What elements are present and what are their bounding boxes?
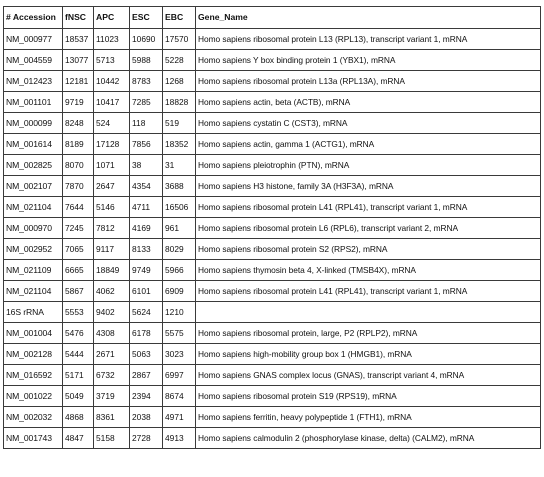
accession-cell: NM_000977 bbox=[4, 29, 63, 50]
apc-cell: 2647 bbox=[94, 176, 130, 197]
apc-cell: 11023 bbox=[94, 29, 130, 50]
apc-cell: 2671 bbox=[94, 344, 130, 365]
header-fnsc: fNSC bbox=[63, 7, 94, 29]
esc-cell: 9749 bbox=[130, 260, 163, 281]
gene-name-cell: Homo sapiens ribosomal protein, large, P2 (RPLP2), mRNA bbox=[196, 323, 541, 344]
accession-cell: NM_004559 bbox=[4, 50, 63, 71]
apc-cell: 4308 bbox=[94, 323, 130, 344]
ebc-cell: 8029 bbox=[163, 239, 196, 260]
esc-cell: 6101 bbox=[130, 281, 163, 302]
apc-cell: 10417 bbox=[94, 92, 130, 113]
apc-cell: 6732 bbox=[94, 365, 130, 386]
ebc-cell: 3688 bbox=[163, 176, 196, 197]
header-apc: APC bbox=[94, 7, 130, 29]
accession-cell: NM_002825 bbox=[4, 155, 63, 176]
table-container bbox=[3, 6, 540, 449]
gene-name-cell bbox=[196, 302, 541, 323]
fnsc-cell: 7065 bbox=[63, 239, 94, 260]
ebc-cell: 4971 bbox=[163, 407, 196, 428]
table-row bbox=[4, 218, 541, 239]
ebc-cell: 3023 bbox=[163, 344, 196, 365]
apc-cell: 3719 bbox=[94, 386, 130, 407]
esc-cell: 2038 bbox=[130, 407, 163, 428]
accession-cell: NM_016592 bbox=[4, 365, 63, 386]
ebc-cell: 6997 bbox=[163, 365, 196, 386]
esc-cell: 4711 bbox=[130, 197, 163, 218]
esc-cell: 8133 bbox=[130, 239, 163, 260]
ebc-cell: 5575 bbox=[163, 323, 196, 344]
fnsc-cell: 4847 bbox=[63, 428, 94, 449]
apc-cell: 9117 bbox=[94, 239, 130, 260]
header-gene-name: Gene_Name bbox=[196, 7, 541, 29]
table-row bbox=[4, 428, 541, 449]
fnsc-cell: 13077 bbox=[63, 50, 94, 71]
apc-cell: 5158 bbox=[94, 428, 130, 449]
apc-cell: 5146 bbox=[94, 197, 130, 218]
table-row bbox=[4, 50, 541, 71]
table-row bbox=[4, 29, 541, 50]
table-row bbox=[4, 260, 541, 281]
esc-cell: 4354 bbox=[130, 176, 163, 197]
table-row bbox=[4, 323, 541, 344]
gene-name-cell: Homo sapiens cystatin C (CST3), mRNA bbox=[196, 113, 541, 134]
apc-cell: 17128 bbox=[94, 134, 130, 155]
ebc-cell: 18828 bbox=[163, 92, 196, 113]
gene-name-cell: Homo sapiens ribosomal protein S19 (RPS19), mRNA bbox=[196, 386, 541, 407]
gene-name-cell: Homo sapiens ribosomal protein L13 (RPL13), transcript variant 1, mRNA bbox=[196, 29, 541, 50]
gene-name-cell: Homo sapiens ribosomal protein L41 (RPL41), transcript variant 1, mRNA bbox=[196, 197, 541, 218]
esc-cell: 8783 bbox=[130, 71, 163, 92]
gene-name-cell: Homo sapiens high-mobility group box 1 (HMGB1), mRNA bbox=[196, 344, 541, 365]
table-row bbox=[4, 176, 541, 197]
fnsc-cell: 7245 bbox=[63, 218, 94, 239]
gene-name-cell: Homo sapiens calmodulin 2 (phosphorylase kinase, delta) (CALM2), mRNA bbox=[196, 428, 541, 449]
gene-name-cell: Homo sapiens ferritin, heavy polypeptide 1 (FTH1), mRNA bbox=[196, 407, 541, 428]
esc-cell: 5988 bbox=[130, 50, 163, 71]
esc-cell: 10690 bbox=[130, 29, 163, 50]
gene-name-cell: Homo sapiens ribosomal protein L13a (RPL13A), mRNA bbox=[196, 71, 541, 92]
esc-cell: 2867 bbox=[130, 365, 163, 386]
ebc-cell: 31 bbox=[163, 155, 196, 176]
esc-cell: 5624 bbox=[130, 302, 163, 323]
fnsc-cell: 8070 bbox=[63, 155, 94, 176]
gene-name-cell: Homo sapiens GNAS complex locus (GNAS), transcript variant 4, mRNA bbox=[196, 365, 541, 386]
accession-cell: NM_002107 bbox=[4, 176, 63, 197]
gene-name-cell: Homo sapiens actin, beta (ACTB), mRNA bbox=[196, 92, 541, 113]
table-row bbox=[4, 281, 541, 302]
ebc-cell: 961 bbox=[163, 218, 196, 239]
accession-cell: NM_001101 bbox=[4, 92, 63, 113]
table-body bbox=[4, 29, 541, 449]
ebc-cell: 5228 bbox=[163, 50, 196, 71]
header-row bbox=[4, 7, 541, 29]
gene-name-cell: Homo sapiens ribosomal protein S2 (RPS2), mRNA bbox=[196, 239, 541, 260]
accession-cell: NM_021109 bbox=[4, 260, 63, 281]
accession-cell: NM_002128 bbox=[4, 344, 63, 365]
table-row bbox=[4, 92, 541, 113]
apc-cell: 9402 bbox=[94, 302, 130, 323]
fnsc-cell: 9719 bbox=[63, 92, 94, 113]
accession-cell: NM_021104 bbox=[4, 197, 63, 218]
accession-cell: NM_001743 bbox=[4, 428, 63, 449]
header-esc: ESC bbox=[130, 7, 163, 29]
table-row bbox=[4, 71, 541, 92]
fnsc-cell: 5553 bbox=[63, 302, 94, 323]
accession-cell: NM_001022 bbox=[4, 386, 63, 407]
esc-cell: 4169 bbox=[130, 218, 163, 239]
fnsc-cell: 8189 bbox=[63, 134, 94, 155]
apc-cell: 4062 bbox=[94, 281, 130, 302]
ebc-cell: 16506 bbox=[163, 197, 196, 218]
gene-name-cell: Homo sapiens pleiotrophin (PTN), mRNA bbox=[196, 155, 541, 176]
fnsc-cell: 7870 bbox=[63, 176, 94, 197]
gene-name-cell: Homo sapiens Y box binding protein 1 (YBX1), mRNA bbox=[196, 50, 541, 71]
accession-cell: NM_000099 bbox=[4, 113, 63, 134]
header-accession: # Accession bbox=[4, 7, 63, 29]
esc-cell: 5063 bbox=[130, 344, 163, 365]
gene-name-cell: Homo sapiens thymosin beta 4, X-linked (TMSB4X), mRNA bbox=[196, 260, 541, 281]
ebc-cell: 519 bbox=[163, 113, 196, 134]
fnsc-cell: 5171 bbox=[63, 365, 94, 386]
header-ebc: EBC bbox=[163, 7, 196, 29]
fnsc-cell: 5444 bbox=[63, 344, 94, 365]
esc-cell: 38 bbox=[130, 155, 163, 176]
apc-cell: 10442 bbox=[94, 71, 130, 92]
ebc-cell: 8674 bbox=[163, 386, 196, 407]
accession-cell: NM_002952 bbox=[4, 239, 63, 260]
gene-name-cell: Homo sapiens actin, gamma 1 (ACTG1), mRNA bbox=[196, 134, 541, 155]
table-row bbox=[4, 365, 541, 386]
accession-cell: 16S rRNA bbox=[4, 302, 63, 323]
gene-name-cell: Homo sapiens ribosomal protein L6 (RPL6), transcript variant 2, mRNA bbox=[196, 218, 541, 239]
esc-cell: 2394 bbox=[130, 386, 163, 407]
fnsc-cell: 5476 bbox=[63, 323, 94, 344]
fnsc-cell: 18537 bbox=[63, 29, 94, 50]
apc-cell: 524 bbox=[94, 113, 130, 134]
esc-cell: 2728 bbox=[130, 428, 163, 449]
gene-name-cell: Homo sapiens ribosomal protein L41 (RPL41), transcript variant 1, mRNA bbox=[196, 281, 541, 302]
accession-cell: NM_000970 bbox=[4, 218, 63, 239]
apc-cell: 7812 bbox=[94, 218, 130, 239]
table-row bbox=[4, 344, 541, 365]
table-row bbox=[4, 386, 541, 407]
table-row bbox=[4, 134, 541, 155]
gene-name-cell: Homo sapiens H3 histone, family 3A (H3F3A), mRNA bbox=[196, 176, 541, 197]
ebc-cell: 5966 bbox=[163, 260, 196, 281]
fnsc-cell: 5867 bbox=[63, 281, 94, 302]
table-row bbox=[4, 407, 541, 428]
fnsc-cell: 7644 bbox=[63, 197, 94, 218]
fnsc-cell: 4868 bbox=[63, 407, 94, 428]
apc-cell: 5713 bbox=[94, 50, 130, 71]
ebc-cell: 6909 bbox=[163, 281, 196, 302]
esc-cell: 6178 bbox=[130, 323, 163, 344]
table-row bbox=[4, 239, 541, 260]
table-row bbox=[4, 155, 541, 176]
ebc-cell: 1210 bbox=[163, 302, 196, 323]
table-row bbox=[4, 302, 541, 323]
esc-cell: 7856 bbox=[130, 134, 163, 155]
accession-cell: NM_012423 bbox=[4, 71, 63, 92]
table-row bbox=[4, 197, 541, 218]
accession-cell: NM_001614 bbox=[4, 134, 63, 155]
ebc-cell: 1268 bbox=[163, 71, 196, 92]
apc-cell: 18849 bbox=[94, 260, 130, 281]
ebc-cell: 4913 bbox=[163, 428, 196, 449]
gene-expression-table bbox=[3, 6, 541, 449]
esc-cell: 7285 bbox=[130, 92, 163, 113]
table-row bbox=[4, 113, 541, 134]
accession-cell: NM_002032 bbox=[4, 407, 63, 428]
ebc-cell: 17570 bbox=[163, 29, 196, 50]
esc-cell: 118 bbox=[130, 113, 163, 134]
table-header bbox=[4, 7, 541, 29]
ebc-cell: 18352 bbox=[163, 134, 196, 155]
fnsc-cell: 12181 bbox=[63, 71, 94, 92]
apc-cell: 8361 bbox=[94, 407, 130, 428]
accession-cell: NM_001004 bbox=[4, 323, 63, 344]
fnsc-cell: 6665 bbox=[63, 260, 94, 281]
apc-cell: 1071 bbox=[94, 155, 130, 176]
fnsc-cell: 8248 bbox=[63, 113, 94, 134]
accession-cell: NM_021104 bbox=[4, 281, 63, 302]
fnsc-cell: 5049 bbox=[63, 386, 94, 407]
